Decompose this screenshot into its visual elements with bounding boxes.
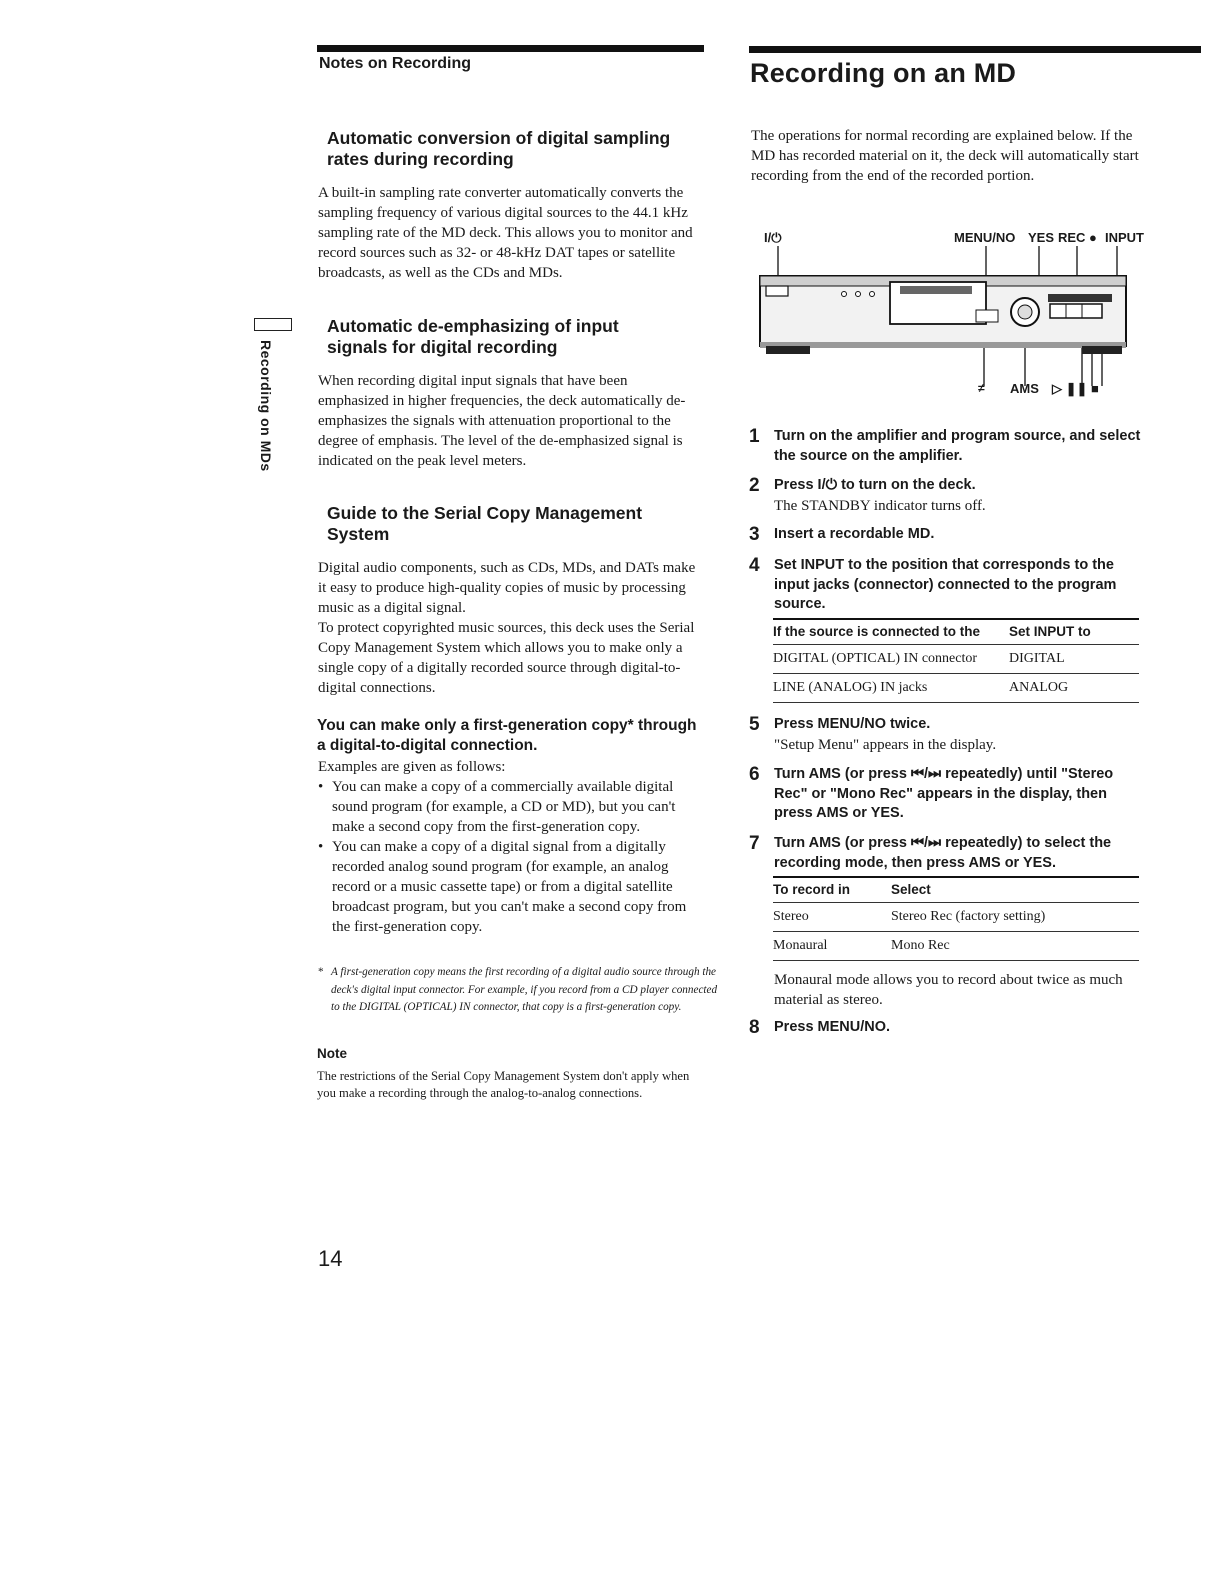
- table-cell: Mono Rec: [891, 932, 1139, 961]
- examples-list: [318, 777, 706, 937]
- subheading-first-generation: You can make only a first-generation copy* through a digital-to-digital connection.: [317, 717, 697, 754]
- input-table-wrap: [773, 618, 1139, 703]
- table-cell: DIGITAL (OPTICAL) IN connector: [773, 645, 1009, 674]
- side-tab-label: Recording on MDs: [258, 340, 274, 472]
- step-2: [749, 476, 1149, 516]
- step-number: 2: [749, 475, 760, 496]
- mode-table-wrap: [773, 876, 1139, 961]
- step-number: 8: [749, 1017, 760, 1038]
- heading-de-emphasizing: Automatic de-emphasizing of input signals for digital recording: [327, 316, 619, 357]
- list-item: • You can make a copy of a digital signal from a digitally recorded analog sound program (for example, an analog record or a music cassette tape) or from a digital satellite broadcast program, but you can't make a second copy from the first-generation copy.: [318, 837, 706, 937]
- step-5: [749, 715, 1149, 755]
- step-number: 1: [749, 426, 760, 447]
- table-cell: DIGITAL: [1009, 645, 1139, 674]
- paragraph-sampling-conversion: A built-in sampling rate converter automatically converts the sampling frequency of various digital sources to the 44.1 kHz sampling rate of the MD deck. This allows you to monitor and record sources such as 32- or 48-kHz DAT tapes or satellite broadcasts, as well as the CDs and MDs.: [318, 185, 693, 281]
- yes-label: YES: [1028, 230, 1055, 245]
- step-1: [749, 427, 1149, 466]
- step-text: Set INPUT to the position that corresponds to the input jacks (connector) connected to the program source.: [774, 557, 1117, 612]
- right-header-rule: [749, 46, 1201, 53]
- paragraph-scms-intro: Digital audio components, such as CDs, MDs, and DATs make it easy to produce high-quality copies of music by processing music as a digital signal.: [318, 560, 696, 616]
- deck-diagram: [752, 226, 1152, 406]
- step-subtext: "Setup Menu" appears in the display.: [774, 736, 997, 753]
- footnote: [318, 964, 719, 1017]
- list-item: • You can make a copy of a commercially available digital sound program (for example, a CD or MD), but you can't make a second copy from the first-generation copy.: [318, 777, 706, 837]
- step-8: [749, 1018, 1149, 1038]
- footnote-mark: *: [318, 966, 324, 978]
- table-row: [773, 932, 1139, 961]
- table-row: [773, 674, 1139, 703]
- table-cell: LINE (ANALOG) IN jacks: [773, 674, 1009, 703]
- table-header: Set INPUT to: [1009, 619, 1139, 645]
- heading-scms: Guide to the Serial Copy Management System: [327, 503, 643, 544]
- table-header: Select: [891, 877, 1139, 903]
- step-text: Press MENU/NO twice.: [774, 716, 931, 732]
- paragraph-scms-protect: To protect copyrighted music sources, this deck uses the Serial Copy Management System which allows you to make only a single copy of a digitally recorded source through digital-to-digital connections.: [318, 620, 695, 696]
- table-row: [773, 903, 1139, 932]
- step-number: 6: [749, 764, 760, 785]
- step-text: Press MENU/NO.: [774, 1019, 891, 1035]
- power-label: I/⏻: [764, 230, 782, 245]
- table-cell: Monaural: [773, 932, 891, 961]
- step-text: Turn AMS (or press ⏮/⏭ repeatedly) to select the recording mode, then press AMS or YES.: [774, 835, 1112, 871]
- page-number: 14: [318, 1246, 343, 1271]
- table-header: To record in: [773, 877, 891, 903]
- step-text: Turn AMS (or press ⏮/⏭ repeatedly) until "Stereo Rec" or "Mono Rec" appears in the display, then press AMS or YES.: [774, 766, 1114, 821]
- eject-label: ≠: [978, 381, 985, 395]
- step-text: Insert a recordable MD.: [774, 526, 935, 542]
- note-text: The restrictions of the Serial Copy Management System don't apply when you make a recording through the analog-to-analog connections.: [317, 1069, 690, 1100]
- play-pause-stop-label: ▷ ❚❚ ■: [1052, 381, 1099, 396]
- step-6: [749, 765, 1149, 824]
- examples-intro: Examples are given as follows:: [318, 759, 506, 775]
- input-label: INPUT: [1105, 230, 1144, 245]
- mode-table: [773, 876, 1139, 961]
- table-header: If the source is connected to the: [773, 619, 1009, 645]
- intro-paragraph: The operations for normal recording are explained below. If the MD has recorded material on it, the deck will automatically start recording from the end of the recorded portion.: [751, 128, 1139, 184]
- table-cell: Stereo Rec (factory setting): [891, 903, 1139, 932]
- paragraph-de-emphasizing: When recording digital input signals that have been emphasized in higher frequencies, the deck automatically de-emphasizes the signals with attenuation proportional to the degree of emphasis. The level of the de-emphasized signal is indicated on the peak level meters.: [318, 373, 686, 469]
- side-tab-marker: [254, 318, 292, 331]
- table-cell: ANALOG: [1009, 674, 1139, 703]
- section-label: Notes on Recording: [319, 55, 472, 72]
- heading-sampling-conversion: Automatic conversion of digital sampling rates during recording: [327, 128, 671, 169]
- step-text: Press I/⏻ to turn on the deck.: [774, 477, 976, 493]
- footnote-text: A first-generation copy means the first recording of a digital audio source through the deck's digital input connector. For example, if you record from a CD player connected to the DIGITAL (OPTICAL) IN connector, that copy is a first-generation copy.: [331, 966, 718, 1013]
- step-number: 7: [749, 833, 760, 854]
- input-table: [773, 618, 1139, 703]
- step-7: [749, 834, 1149, 873]
- menu-no-label: MENU/NO: [954, 230, 1016, 245]
- note-label: Note: [317, 1046, 347, 1061]
- mono-note: Monaural mode allows you to record about twice as much material as stereo.: [774, 972, 1123, 1008]
- step-subtext: The STANDBY indicator turns off.: [774, 497, 986, 514]
- md-deck-illustration: [752, 246, 1152, 386]
- step-number: 3: [749, 524, 760, 545]
- step-3: [749, 525, 1149, 545]
- rec-label: REC ●: [1058, 230, 1097, 245]
- step-text: Turn on the amplifier and program source, and select the source on the amplifier.: [774, 428, 1141, 464]
- page-title: Recording on an MD: [750, 58, 1017, 88]
- step-number: 5: [749, 714, 760, 735]
- step-number: 4: [749, 555, 760, 576]
- table-row: [773, 645, 1139, 674]
- ams-label: AMS: [1010, 381, 1039, 396]
- table-cell: Stereo: [773, 903, 891, 932]
- step-4: [749, 556, 1149, 615]
- left-header-rule: [317, 45, 704, 52]
